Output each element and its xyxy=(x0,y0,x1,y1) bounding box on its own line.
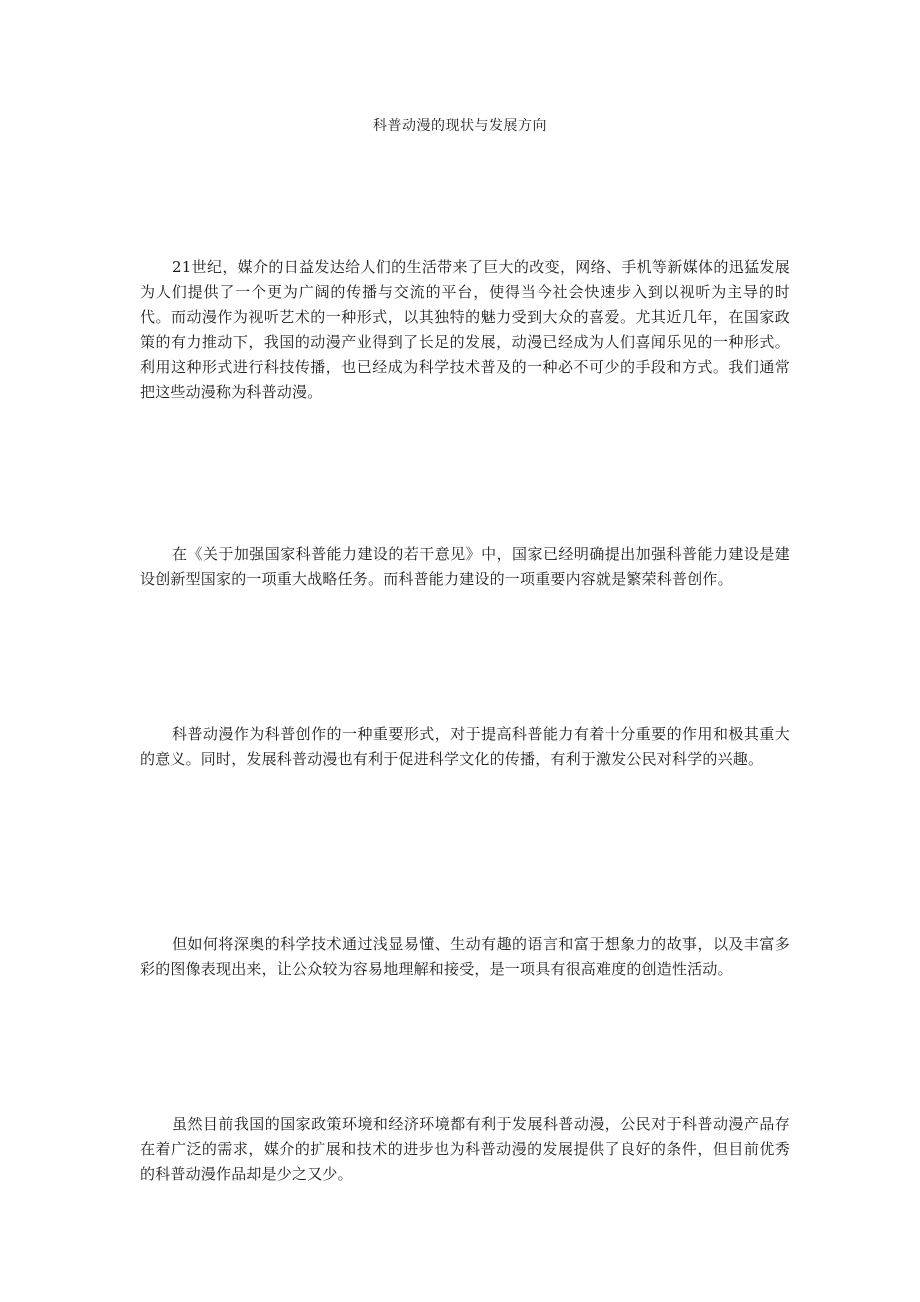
document-title: 科普动漫的现状与发展方向 xyxy=(373,118,547,134)
paragraph-1: 21世纪，媒介的日益发达给人们的生活带来了巨大的改变，网络、手机等新媒体的迅猛发展为人们提供了一个更为广阔的传播与交流的平台，使得当今社会快速步入到以视听为主导的时代。而动漫作为视听艺术的一种形式，以其独特的魅力受到大众的喜爱。尤其近几年，在国家政策的有力推动下，我国的动漫产业得到了长足的发展，动漫已经成为人们喜闻乐见的一种形式。利用这种形式进行科技传播，也已经成为科学技术普及的一种必不可少的手段和方式。我们通常把这些动漫称为科普动漫。 xyxy=(140,258,790,401)
paragraph-4: 但如何将深奥的科学技术通过浅显易懂、生动有趣的语言和富于想象力的故事，以及丰富多彩的图像表现出来，让公众较为容易地理解和接受，是一项具有很高难度的创造性活动。 xyxy=(140,935,790,978)
paragraph-3: 科普动漫作为科普创作的一种重要形式，对于提高科普能力有着十分重要的作用和极其重大的意义。同时，发展科普动漫也有利于促进科学文化的传播，有利于激发公民对科学的兴趣。 xyxy=(140,725,790,768)
paragraph-2: 在《关于加强国家科普能力建设的若干意见》中，国家已经明确提出加强科普能力建设是建设创新型国家的一项重大战略任务。而科普能力建设的一项重要内容就是繁荣科普创作。 xyxy=(140,545,790,588)
paragraph-5: 虽然目前我国的国家政策环境和经济环境都有利于发展科普动漫，公民对于科普动漫产品存在着广泛的需求，媒介的扩展和技术的进步也为科普动漫的发展提供了良好的条件，但目前优秀的科普动漫作品却是少之又少。 xyxy=(140,1115,790,1183)
